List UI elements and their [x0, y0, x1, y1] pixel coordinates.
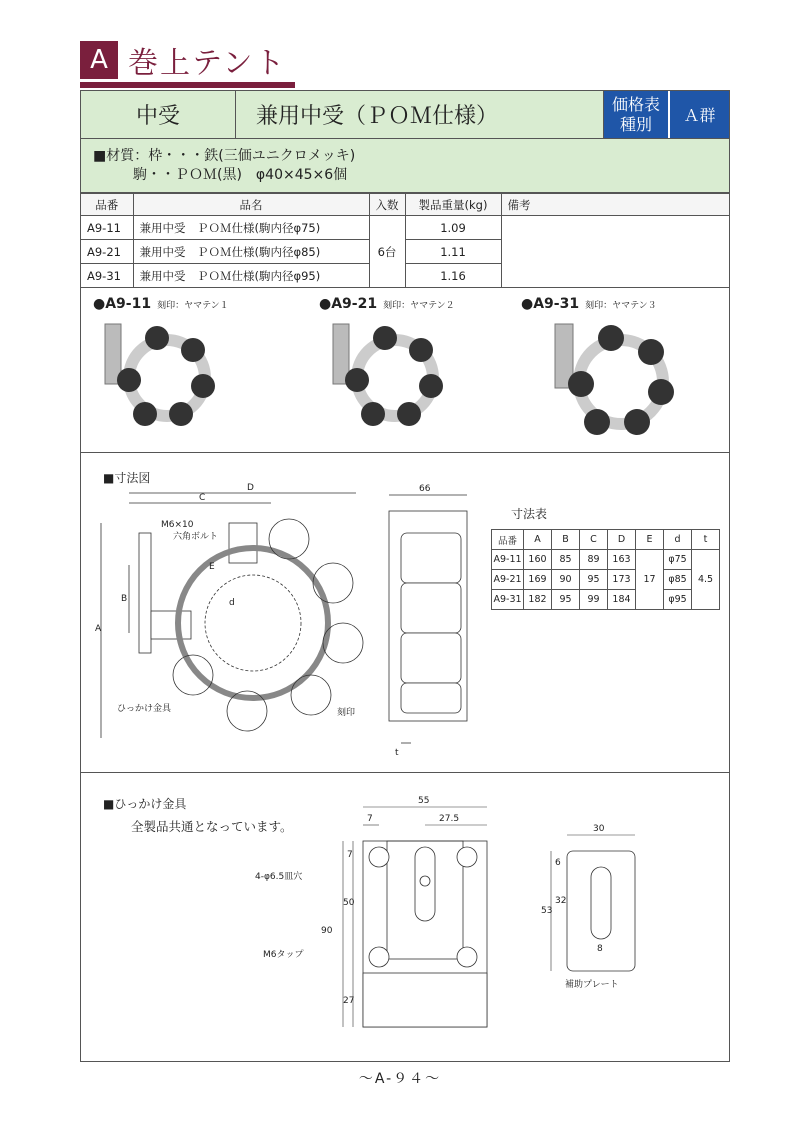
label-width: 66 [419, 484, 431, 494]
dt-header: d [664, 530, 692, 550]
product-name: 兼用中受（ＰＯＭ仕様） [236, 91, 604, 138]
part-code: A9-31 [81, 264, 133, 288]
hook-title: ■ひっかけ金具 [103, 797, 187, 811]
dimension-drawing [81, 453, 729, 773]
hook-holes-label: 4-φ6.5皿穴 [255, 872, 303, 882]
section-title: 巻上テント [128, 46, 287, 81]
part-weight: 1.09 [405, 216, 501, 240]
dt-cell: A9-31 [492, 590, 524, 610]
dt-header: E [636, 530, 664, 550]
header-code: 品番 [81, 194, 133, 216]
plate-dim-53: 53 [541, 906, 553, 916]
title-row [81, 91, 729, 139]
dt-header: A [524, 530, 552, 550]
dt-cell: 85 [552, 550, 580, 570]
dt-header: B [552, 530, 580, 550]
dt-cell: A9-21 [492, 570, 524, 590]
dt-header: C [580, 530, 608, 550]
price-group: Ａ群 [670, 91, 729, 138]
dt-cell-e: 17 [636, 550, 664, 610]
photo-mark: 刻印：ヤマテン３ [585, 301, 657, 311]
dt-cell: 89 [580, 550, 608, 570]
section-letter: A [80, 41, 118, 79]
label-a: A [95, 624, 102, 634]
page-number: ～A-９４～ [358, 1071, 442, 1087]
part-name: 兼用中受 ＰＯＭ仕様(駒内径φ95) [133, 264, 369, 288]
hook-dim-90: 90 [321, 926, 333, 936]
dt-cell: 90 [552, 570, 580, 590]
hook-tap-label: M6タップ [263, 950, 304, 960]
dt-cell: 173 [608, 570, 636, 590]
dt-cell: φ95 [664, 590, 692, 610]
section-header [80, 40, 287, 80]
dt-header: 品番 [492, 530, 524, 550]
dt-cell: 95 [580, 570, 608, 590]
price-label-line1: 価格表 [611, 94, 660, 114]
dt-cell: φ75 [664, 550, 692, 570]
part-code: A9-21 [81, 240, 133, 264]
photo-code: ●A9-11 [93, 296, 152, 312]
hook-dim-55: 55 [418, 796, 430, 806]
product-photos [81, 288, 729, 453]
label-d: D [247, 483, 254, 493]
photo-caption-1 [93, 296, 229, 312]
dt-cell: 182 [524, 590, 552, 610]
dt-cell: 184 [608, 590, 636, 610]
label-c: C [199, 493, 206, 503]
dimension-table [491, 529, 720, 610]
photo-code: ●A9-31 [521, 296, 580, 312]
dt-cell: 169 [524, 570, 552, 590]
product-sheet [80, 90, 730, 1062]
dt-header: t [692, 530, 720, 550]
label-e: E [209, 562, 215, 572]
section-underline [80, 82, 295, 88]
part-notes [501, 216, 729, 288]
header-notes: 備考 [501, 194, 729, 216]
hook-drawing [81, 773, 729, 1061]
price-label-line2: 種別 [619, 114, 652, 134]
part-weight: 1.11 [405, 240, 501, 264]
parts-table [81, 193, 729, 288]
product-photo-a9-21 [329, 316, 449, 436]
parts-header-row [81, 194, 729, 216]
hook-dim-27-5: 27.5 [439, 814, 460, 824]
table-row [81, 216, 729, 240]
hook-section [81, 773, 729, 1061]
hook-dim-50: 50 [343, 898, 355, 908]
dimension-drawing-title: ■寸法図 [103, 471, 151, 485]
hook-note: 全製品共通となっています。 [131, 819, 293, 834]
photo-caption-3 [521, 296, 657, 312]
label-d-inner: d [229, 598, 235, 608]
product-photo-a9-31 [551, 316, 681, 446]
label-b: B [121, 594, 128, 604]
plate-dim-32: 32 [555, 896, 567, 906]
plate-dim-30: 30 [593, 824, 605, 834]
hook-dim-7: 7 [367, 814, 373, 824]
hook-dim-7v: 7 [347, 850, 353, 860]
dt-cell: A9-11 [492, 550, 524, 570]
photo-code: ●A9-21 [319, 296, 378, 312]
dt-cell: 163 [608, 550, 636, 570]
material-spec [81, 139, 729, 193]
material-line2: 駒・・ＰＯＭ(黒) φ40×45×6個 [133, 167, 348, 183]
dt-cell: 95 [552, 590, 580, 610]
category-label: 中受 [81, 91, 236, 138]
material-line1: ■材質：枠・・・鉄(三価ユニクロメッキ) [93, 148, 356, 164]
part-name: 兼用中受 ＰＯＭ仕様(駒内径φ85) [133, 240, 369, 264]
dt-cell: φ85 [664, 570, 692, 590]
table-row [492, 590, 720, 610]
photo-caption-2 [319, 296, 455, 312]
header-name: 品名 [133, 194, 369, 216]
table-row [492, 550, 720, 570]
table-row [492, 570, 720, 590]
plate-dim-8: 8 [597, 944, 603, 954]
label-t: t [395, 748, 399, 758]
dimension-table-title: 寸法表 [511, 507, 548, 521]
label-bolt: M6×10 [161, 520, 194, 530]
label-hook: ひっかけ金具 [117, 704, 172, 714]
header-qty: 入数 [369, 194, 405, 216]
price-type-label [604, 91, 670, 138]
header-weight: 製品重量(kg) [405, 194, 501, 216]
dt-cell-t: 4.5 [692, 550, 720, 610]
part-qty: 6台 [369, 216, 405, 288]
photo-mark: 刻印：ヤマテン２ [383, 301, 455, 311]
photo-mark: 刻印：ヤマテン１ [157, 301, 229, 311]
label-bolt-type: 六角ボルト [173, 532, 219, 542]
plate-label: 補助プレート [565, 980, 619, 990]
hook-dim-27: 27 [343, 996, 355, 1006]
product-photo-a9-11 [101, 316, 221, 436]
part-weight: 1.16 [405, 264, 501, 288]
part-name: 兼用中受 ＰＯＭ仕様(駒内径φ75) [133, 216, 369, 240]
dt-cell: 160 [524, 550, 552, 570]
dt-cell: 99 [580, 590, 608, 610]
plate-dim-6: 6 [555, 858, 561, 868]
dt-header: D [608, 530, 636, 550]
dimension-header-row [492, 530, 720, 550]
part-code: A9-11 [81, 216, 133, 240]
label-engrave: 刻印 [337, 708, 356, 718]
dimension-drawing-section [81, 453, 729, 773]
